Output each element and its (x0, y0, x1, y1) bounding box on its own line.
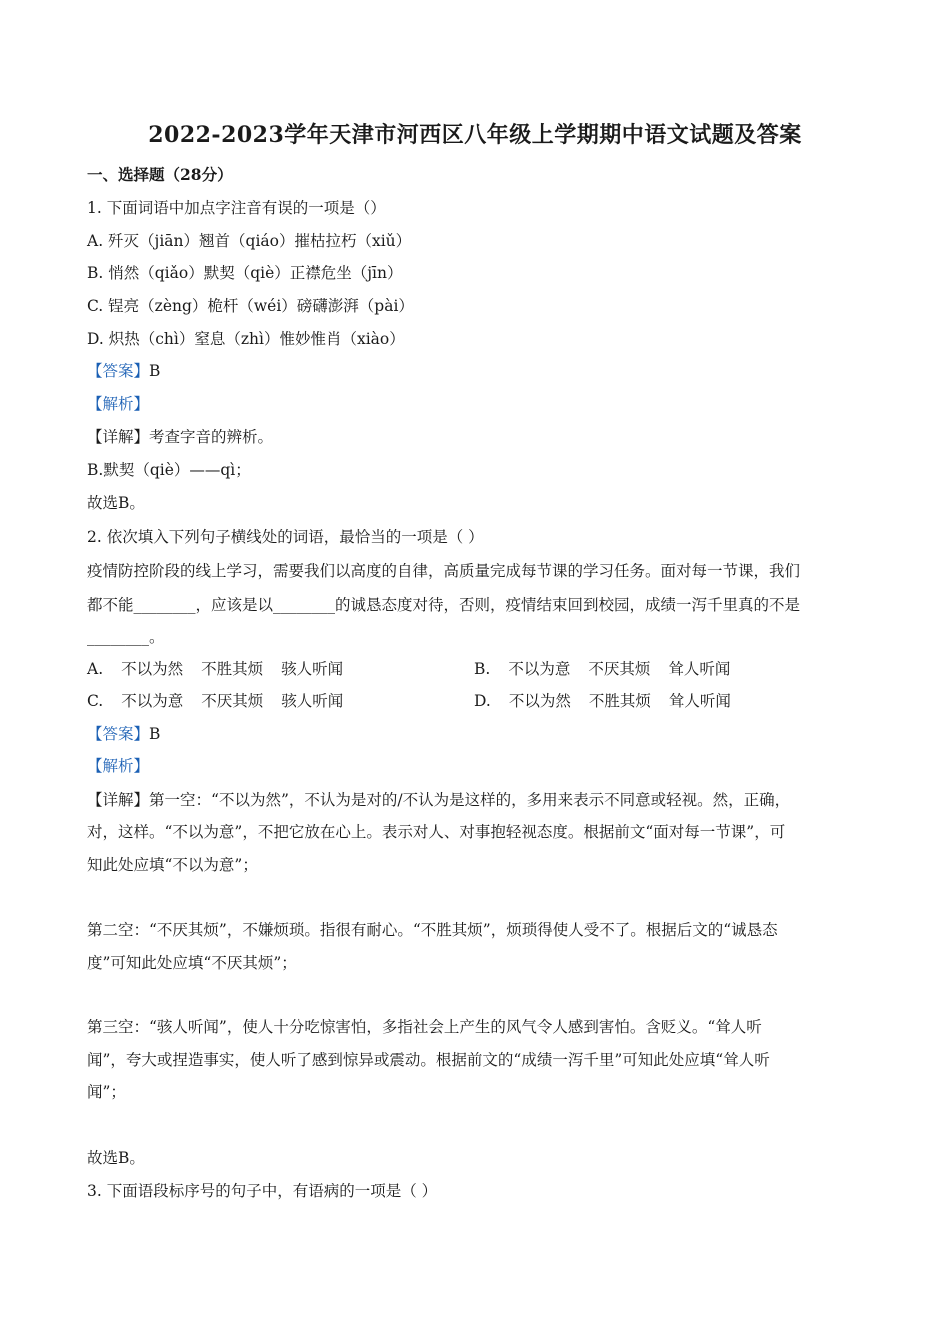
document-title: 2022-2023学年天津市河西区八年级上学期期中语文试题及答案 (148, 122, 802, 148)
answer-value: B (149, 362, 161, 380)
option-word: 骇人听闻 (281, 660, 344, 678)
answer-tag: 【答案】 (87, 362, 150, 380)
option-word: 不以为然 (121, 660, 184, 678)
answer-value: B (149, 725, 161, 743)
q1-correction: B.默契（qiè）——qì； (87, 461, 251, 479)
q2-analysis-tag: 【解析】 (87, 757, 150, 775)
option-letter: D. (474, 692, 491, 710)
q2-para3-line: 闻”； (87, 1083, 126, 1101)
section-heading: 一、选择题（28分） (87, 165, 233, 184)
answer-tag: 【答案】 (87, 725, 150, 743)
q2-stem: 2. 依次填入下列句子横线处的词语，最恰当的一项是（ ） (87, 528, 484, 546)
q1-analysis-tag: 【解析】 (87, 395, 150, 413)
q2-para3-line: 闻”，夸大或捏造事实，使人听了感到惊异或震动。根据前文的“成绩一泻千里”可知此处应填“耸人听 (87, 1051, 770, 1069)
detail-tag: 【详解】 (87, 791, 150, 809)
option-word: 不厌其烦 (588, 660, 651, 678)
q2-passage-line: 都不能________，应该是以________的诚恳态度对待，否则，疫情结束回到校园，成绩一泻千里真的不是 (87, 596, 801, 614)
q2-detail-line (87, 790, 790, 810)
option-word: 骇人听闻 (281, 692, 344, 710)
q1-option-c: C. 锃亮（zèng）桅杆（wéi）磅礴澎湃（pài） (87, 297, 414, 315)
q1-option-a: A. 歼灭（jiān）翘首（qiáo）摧枯拉朽（xiǔ） (87, 232, 412, 250)
q1-conclusion: 故选B。 (87, 494, 145, 512)
option-word: 耸人听闻 (668, 692, 731, 710)
q2-para2-line: 度”可知此处应填“不厌其烦”； (87, 954, 297, 972)
q1-option-d: D. 炽热（chì）窒息（zhì）惟妙惟肖（xiào） (87, 330, 405, 348)
q1-option-b: B. 悄然（qiǎo）默契（qiè）正襟危坐（jīn） (87, 264, 403, 282)
detail-text: 第一空：“不以为然”，不认为是对的/不认为是这样的，多用来表示不同意或轻视。然，正确， (149, 791, 791, 809)
option-letter: A. (87, 660, 104, 678)
q2-para2-line: 第二空：“不厌其烦”，不嫌烦琐。指很有耐心。“不胜其烦”，烦琐得使人受不了。根据后文的“诚恳态 (87, 921, 778, 939)
q2-option-c (87, 691, 343, 711)
option-word: 不以为意 (121, 692, 184, 710)
q2-option-b (474, 659, 730, 679)
detail-text: 考查字音的辨析。 (149, 428, 274, 446)
q2-detail-line: 知此处应填“不以为意”； (87, 856, 258, 874)
q1-answer (87, 361, 160, 381)
q2-answer (87, 724, 160, 744)
q1-detail (87, 427, 273, 447)
option-word: 不胜其烦 (201, 660, 264, 678)
q2-conclusion: 故选B。 (87, 1149, 145, 1167)
q2-option-a (87, 659, 343, 679)
option-word: 不以为意 (508, 660, 571, 678)
q2-detail-line: 对，这样。“不以为意”，不把它放在心上。表示对人、对事抱轻视态度。根据前文“面对每一节课”，可 (87, 823, 786, 841)
q2-para3-line: 第三空：“骇人听闻”，使人十分吃惊害怕，多指社会上产生的风气令人感到害怕。含贬义。“耸人听 (87, 1018, 762, 1036)
option-word: 不以为然 (508, 692, 571, 710)
option-word: 耸人听闻 (668, 660, 731, 678)
q1-stem: 1. 下面词语中加点字注音有误的一项是（） (87, 199, 386, 217)
q3-stem: 3. 下面语段标序号的句子中，有语病的一项是（ ） (87, 1182, 438, 1200)
option-word: 不胜其烦 (588, 692, 651, 710)
q2-passage-line: ________。 (87, 628, 165, 646)
option-word: 不厌其烦 (201, 692, 264, 710)
option-letter: C. (87, 692, 104, 710)
q2-passage-line: 疫情防控阶段的线上学习，需要我们以高度的自律，高质量完成每节课的学习任务。面对每一节课，我们 (87, 562, 801, 580)
q2-option-d (474, 691, 731, 711)
option-letter: B. (474, 660, 491, 678)
detail-tag: 【详解】 (87, 428, 150, 446)
